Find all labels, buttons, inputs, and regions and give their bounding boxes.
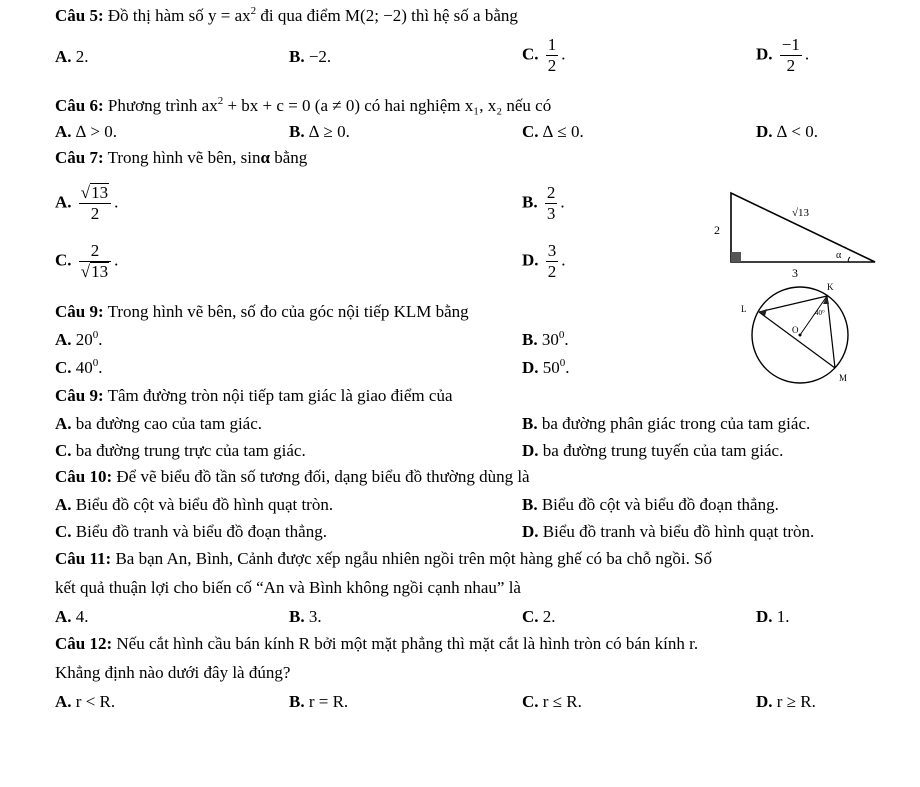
- q6-option-d[interactable]: [756, 122, 818, 142]
- q10-text: Để vẽ biểu đồ tần số tương đối, dạng biểu đồ thường dùng là: [116, 467, 530, 486]
- q10-option-a[interactable]: [55, 495, 333, 515]
- q9a-option-c[interactable]: [55, 358, 103, 378]
- q7-a-num: [79, 183, 111, 203]
- q9a-b-label: B.: [522, 330, 538, 349]
- q7-d-label: D.: [522, 250, 539, 270]
- q11-line1: Ba bạn An, Bình, Cảnh được xếp ngẫu nhiên ngồi trên một hàng ghế có ba chỗ ngồi. Số: [115, 549, 713, 568]
- q12-a-label: A.: [55, 692, 72, 711]
- q7-a-end: .: [114, 192, 119, 212]
- q7-c-num: 2: [90, 241, 100, 260]
- q9a-text: Trong hình vẽ bên, số đo của góc nội tiếp KLM bằng: [107, 302, 469, 321]
- vertical-leg-label: 2: [714, 223, 720, 237]
- q9a-b-end: .: [564, 330, 569, 349]
- point-m-label: M: [839, 373, 848, 383]
- chord-km: [827, 296, 835, 368]
- q5-c-fraction: [546, 35, 559, 76]
- q6-label: Câu 6:: [55, 96, 104, 115]
- q6-c-label: C.: [522, 122, 539, 141]
- q10-b-value: Biểu đồ cột và biểu đồ đoạn thẳng.: [541, 495, 779, 514]
- q12-option-b[interactable]: [289, 692, 348, 712]
- q7-text-a: Trong hình vẽ bên, sin: [107, 148, 261, 167]
- q5-option-b[interactable]: [289, 47, 331, 67]
- q9a-stem: [55, 302, 469, 322]
- q5-text-a: Đồ thị hàm số y = ax: [107, 6, 251, 25]
- q12-option-a[interactable]: [55, 692, 115, 712]
- q12-label: Câu 12:: [55, 634, 113, 653]
- q12-c-value: r ≤ R.: [542, 692, 582, 711]
- q7-b-den: 3: [546, 204, 556, 223]
- q7-d-num: 3: [547, 241, 557, 260]
- q7-a-fraction: [79, 183, 111, 224]
- q7-option-d[interactable]: [522, 241, 566, 282]
- triangle-shape: [731, 193, 875, 262]
- q5-d-num: −1: [781, 35, 800, 54]
- q5-sup: 2: [250, 5, 257, 17]
- q12-option-d[interactable]: [756, 692, 816, 712]
- q9b-d-label: D.: [522, 441, 539, 460]
- q7-b-label: B.: [522, 192, 538, 212]
- q6-option-a[interactable]: [55, 122, 117, 142]
- q9b-stem: [55, 386, 453, 406]
- q10-d-value: Biểu đồ tranh và biểu đồ hình quạt tròn.: [542, 522, 815, 541]
- q9b-b-value: ba đường phân giác trong của tam giác.: [541, 414, 811, 433]
- q12-a-value: r < R.: [75, 692, 116, 711]
- q10-option-c[interactable]: [55, 522, 327, 542]
- q5-stem: [55, 6, 518, 26]
- q5-option-a[interactable]: [55, 47, 89, 67]
- q9b-d-value: ba đường trung tuyến của tam giác.: [542, 441, 784, 460]
- q9b-a-label: A.: [55, 414, 72, 433]
- q11-c-label: C.: [522, 607, 539, 626]
- q11-b-label: B.: [289, 607, 305, 626]
- q5-d-end: .: [804, 44, 810, 64]
- q9a-option-a[interactable]: [55, 330, 103, 350]
- q7-alpha: α: [260, 148, 270, 167]
- q11-stem-line2: kết quả thuận lợi cho biến cố “An và Bình không ngồi cạnh nhau” là: [55, 578, 521, 597]
- q7-d-den: 2: [547, 262, 557, 281]
- q9a-a-label: A.: [55, 330, 72, 349]
- q7-c-den: [79, 261, 111, 282]
- q6-b-value: ∆ ≥ 0.: [308, 122, 350, 141]
- right-angle-mark: [731, 252, 741, 262]
- q9a-c-end: .: [98, 358, 103, 377]
- q6-text-b: + bx + c = 0 (a ≠ 0) có hai nghiệm x₁, x₂ nếu có: [223, 96, 552, 115]
- alpha-label: α: [836, 250, 842, 261]
- q7-d-end: .: [561, 250, 566, 270]
- q7-b-fraction: [545, 183, 558, 224]
- q10-c-label: C.: [55, 522, 72, 541]
- q10-option-b[interactable]: [522, 495, 779, 515]
- q5-b-value: −2.: [308, 47, 332, 66]
- q9b-option-b[interactable]: [522, 414, 810, 434]
- q7-c-fraction: [79, 241, 111, 282]
- q9a-d-label: D.: [522, 358, 539, 377]
- q6-option-c[interactable]: [522, 122, 584, 142]
- q5-c-label: C.: [522, 44, 539, 64]
- q10-a-value: Biểu đồ cột và biểu đồ hình quạt tròn.: [75, 495, 334, 514]
- q7-stem: [55, 148, 307, 168]
- q11-option-c[interactable]: [522, 607, 556, 627]
- sqrt-symbol: √13: [80, 262, 109, 281]
- q9b-a-value: ba đường cao của tam giác.: [75, 414, 263, 433]
- q10-stem: [55, 467, 530, 487]
- q6-d-label: D.: [756, 122, 773, 141]
- q12-b-value: r = R.: [308, 692, 349, 711]
- q9a-a-end: .: [98, 330, 103, 349]
- q9b-option-c[interactable]: [55, 441, 306, 461]
- horizontal-leg-label: 3: [792, 266, 798, 280]
- q9a-d-value: 50: [542, 358, 560, 377]
- q5-c-den: 2: [547, 56, 557, 75]
- q12-d-value: r ≥ R.: [776, 692, 816, 711]
- q6-option-b[interactable]: [289, 122, 350, 142]
- q5-c-end: .: [561, 44, 566, 64]
- q7-b-num: 2: [546, 183, 556, 202]
- q10-c-value: Biểu đồ tranh và biểu đồ đoạn thẳng.: [75, 522, 327, 541]
- q12-line1: Nếu cắt hình cầu bán kính R bởi một mặt phẳng thì mặt cắt là hình tròn có bán kính r.: [116, 634, 699, 653]
- q7-option-c[interactable]: [55, 241, 118, 282]
- q5-label: Câu 5:: [55, 6, 104, 25]
- q7-a-radicand: 13: [91, 183, 109, 202]
- inscribed-angle-figure: [735, 280, 865, 390]
- q7-d-fraction: [546, 241, 559, 282]
- q5-d-den: 2: [780, 55, 802, 76]
- q10-option-d[interactable]: [522, 522, 814, 542]
- point-o-label: O: [792, 325, 799, 335]
- q9a-c-value: 40: [75, 358, 93, 377]
- q7-a-den: 2: [79, 203, 111, 224]
- q9b-c-value: ba đường trung trực của tam giác.: [75, 441, 306, 460]
- q9a-b-value: 30: [541, 330, 559, 349]
- q5-d-fraction: [780, 35, 802, 76]
- q5-d-label: D.: [756, 44, 773, 64]
- q11-option-a[interactable]: [55, 607, 89, 627]
- q5-text-b: đi qua điểm M(2; −2) thì hệ số a bằng: [256, 6, 518, 25]
- q11-label: Câu 11:: [55, 549, 112, 568]
- angle-40-label: 40°: [815, 309, 825, 317]
- q9a-b-sup: 0: [558, 329, 565, 341]
- q9a-option-d[interactable]: [522, 358, 570, 378]
- q7-option-b[interactable]: [522, 183, 565, 224]
- q12-c-label: C.: [522, 692, 539, 711]
- q9a-d-sup: 0: [559, 357, 566, 369]
- q11-d-value: 1.: [776, 607, 790, 626]
- q9b-label: Câu 9:: [55, 386, 104, 405]
- q9a-a-value: 20: [75, 330, 93, 349]
- q5-a-label: A.: [55, 47, 72, 66]
- q9b-b-label: B.: [522, 414, 538, 433]
- q6-b-label: B.: [289, 122, 305, 141]
- q12-stem-line2: Khẳng định nào dưới đây là đúng?: [55, 663, 291, 682]
- q6-d-value: ∆ < 0.: [776, 122, 819, 141]
- q7-c-label: C.: [55, 250, 72, 270]
- q11-b-value: 3.: [308, 607, 322, 626]
- hyp-label: √13: [792, 207, 810, 219]
- q6-stem: [55, 96, 551, 116]
- q7-c-radicand: 13: [91, 262, 109, 281]
- right-triangle-figure: [700, 190, 890, 282]
- sqrt-symbol: √13: [80, 183, 109, 202]
- q9a-label: Câu 9:: [55, 302, 104, 321]
- q10-a-label: A.: [55, 495, 72, 514]
- q7-label: Câu 7:: [55, 148, 104, 167]
- q6-text-a: Phương trình ax: [107, 96, 218, 115]
- q9b-text: Tâm đường tròn nội tiếp tam giác là giao điểm của: [107, 386, 453, 405]
- q9b-option-a[interactable]: [55, 414, 262, 434]
- q11-option-b[interactable]: [289, 607, 322, 627]
- q6-sup: 2: [217, 95, 224, 107]
- q5-option-c[interactable]: [522, 35, 566, 76]
- q12-stem-line1: [55, 634, 698, 654]
- q11-stem-line1: [55, 549, 712, 569]
- q10-b-label: B.: [522, 495, 538, 514]
- q7-text-b: bằng: [269, 148, 308, 167]
- q7-c-end: .: [114, 250, 119, 270]
- q7-b-end: .: [560, 192, 565, 212]
- q11-a-value: 4.: [75, 607, 89, 626]
- q5-option-d[interactable]: [756, 35, 809, 76]
- q9a-c-sup: 0: [92, 357, 99, 369]
- q9a-option-b[interactable]: [522, 330, 569, 350]
- q6-a-label: A.: [55, 122, 72, 141]
- chord-lm: [759, 312, 835, 368]
- q12-option-c[interactable]: [522, 692, 582, 712]
- point-l-label: L: [741, 304, 747, 314]
- q11-option-d[interactable]: [756, 607, 790, 627]
- q11-c-value: 2.: [542, 607, 556, 626]
- q12-d-label: D.: [756, 692, 773, 711]
- q5-b-label: B.: [289, 47, 305, 66]
- q5-a-value: 2.: [75, 47, 89, 66]
- q9b-option-d[interactable]: [522, 441, 783, 461]
- q9a-c-label: C.: [55, 358, 72, 377]
- q9a-d-end: .: [565, 358, 570, 377]
- q11-d-label: D.: [756, 607, 773, 626]
- q5-c-num: 1: [547, 35, 557, 54]
- q10-d-label: D.: [522, 522, 539, 541]
- q9a-a-sup: 0: [92, 329, 99, 341]
- q10-label: Câu 10:: [55, 467, 113, 486]
- q7-a-label: A.: [55, 192, 72, 212]
- q6-c-value: ∆ ≤ 0.: [542, 122, 584, 141]
- q6-a-value: ∆ > 0.: [75, 122, 118, 141]
- q12-b-label: B.: [289, 692, 305, 711]
- point-k-label: K: [827, 282, 834, 292]
- q9b-c-label: C.: [55, 441, 72, 460]
- center-point: [799, 334, 802, 337]
- q11-a-label: A.: [55, 607, 72, 626]
- q7-option-a[interactable]: [55, 183, 118, 224]
